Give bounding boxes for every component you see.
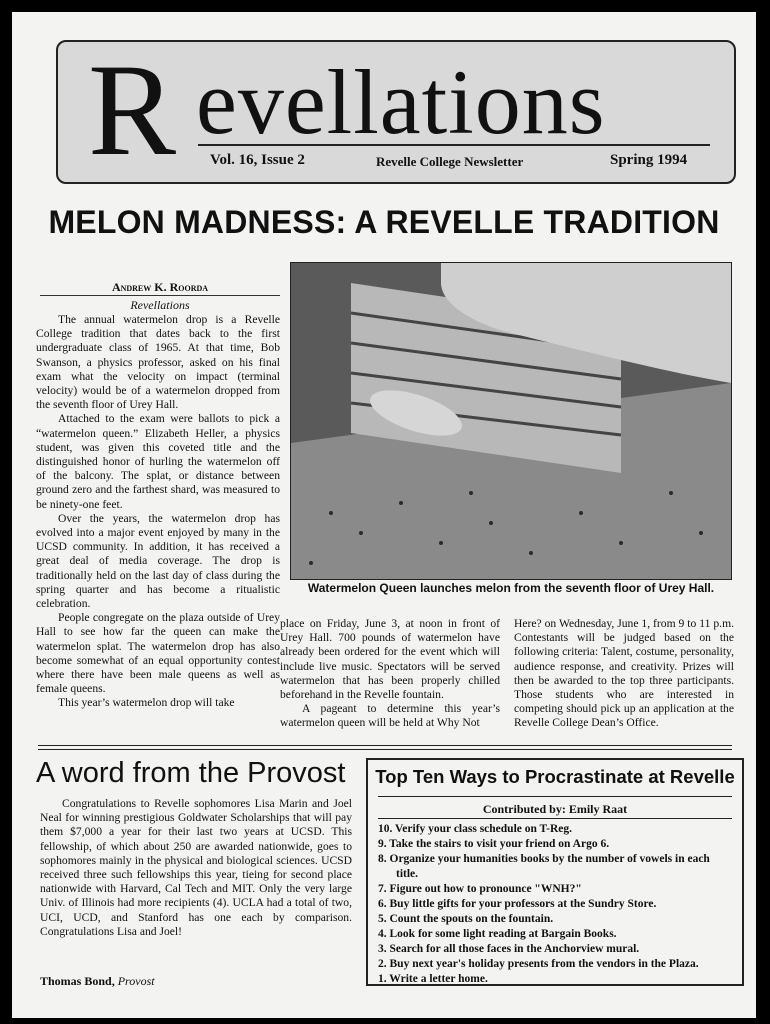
provost-heading: A word from the Provost [36, 757, 346, 789]
masthead-rule [198, 144, 710, 146]
article-paragraph: People congregate on the plaza outside of Urey Hall to see how far the queen can make the watermelon splat. The watermelon drop has also become somewhat of an equal opportunity contest where there have been male queens as well as female queens. [36, 611, 280, 696]
article-paragraph: Over the years, the watermelon drop has evolved into a major event enjoyed by many in the UCSD community. In addition, it has received a great deal of media coverage. The drop is traditionally held on the last day of class during the spring quarter and has become a ritualistic celebration. [36, 511, 280, 611]
publication-name: Revellations [130, 298, 190, 312]
watermelon-drop-photo [290, 262, 732, 580]
list-item: 9. Take the stairs to visit your friend on Argo 6. [378, 838, 610, 850]
section-divider [38, 745, 732, 746]
section-divider [38, 749, 732, 750]
list-item: 4. Look for some light reading at Bargain Books. [378, 928, 617, 940]
top-ten-box [366, 758, 744, 986]
season-label: Spring 1994 [610, 152, 688, 168]
top-ten-list [378, 822, 734, 987]
photo-illustration [291, 263, 731, 579]
signature-title: Provost [117, 974, 155, 988]
photo-caption: Watermelon Queen launches melon from the seventh floor of Urey Hall. [307, 581, 715, 595]
list-item: 6. Buy little gifts for your professors at the Sundry Store. [378, 898, 657, 910]
list-item: 5. Count the spouts on the fountain. [378, 913, 554, 925]
masthead [56, 36, 736, 184]
article-column-3 [514, 617, 734, 731]
article-paragraph: place on Friday, June 3, at noon in front of Urey Hall. 700 pounds of watermelon have already been ordered for the event which will include live music. Spectators will be served watermelon that has been properly chilled beforehand in the Revelle fountain. [280, 617, 500, 702]
newsletter-page [12, 12, 756, 1018]
provost-body: Congratulations to Revelle sophomores Lisa Marin and Joel Neal for winning prestigious Goldwater Scholarships that will pay them $7,000 a year for their last two years at UCSD. This fellowship, of which about 250 are awarded nationwide, goes to sophomores mainly in the physical and biological sciences. UCSD received three such fellowships this year, tieing for second place nationwide with Harvard, Cal Tech and MIT. Only the very large Univ. of Illinois had more recipients (4). UCLA had a total of two, UCI, UCD, and Stanford has one each by comparison. Congratulations Lisa and Joel! [40, 797, 352, 938]
article-paragraph: Attached to the exam were ballots to pick a “watermelon queen.” Elizabeth Heller, a physics student, was given this coveted title and the distinguished honor of hurling the watermelon off of the balcony. The splat, or distance between ground zero and the farthest shard, was measured to be ninety-one feet. [36, 412, 280, 511]
list-item: 10. Verify your class schedule on T-Reg. [378, 823, 573, 835]
newsletter-label: Revelle College Newsletter [376, 154, 524, 169]
volume-label: Vol. 16, Issue 2 [210, 152, 305, 168]
top-ten-rule [378, 818, 732, 819]
provost-body-column [40, 797, 352, 939]
article-column-2 [280, 617, 500, 731]
masthead-initial: R [88, 36, 177, 183]
author-byline [40, 280, 280, 295]
list-item: 1. Write a letter home. [378, 973, 488, 985]
masthead-title: evellations [196, 51, 606, 153]
provost-signature [40, 974, 155, 989]
top-ten-rule [378, 796, 732, 797]
list-item: 3. Search for all those faces in the Anchorview mural. [378, 943, 640, 955]
article-paragraph: Here? on Wednesday, June 1, from 9 to 11 p.m. Contestants will be judged based on the following criteria: Talent, costume, personality, audience response, and creativity. Prizes will then be awarded to the top three participants. Those students who are interested in competing should pick up an application at the Revelle College Dean’s Office. [514, 617, 734, 730]
list-item: 2. Buy next year's holiday presents from the vendors in the Plaza. [378, 958, 699, 970]
top-ten-heading: Top Ten Ways to Procrastinate at Revelle [375, 766, 735, 787]
headline: MELON MADNESS: A REVELLE TRADITION [48, 204, 720, 240]
byline-rule [40, 295, 280, 296]
article-paragraph: A pageant to determine this year’s watermelon queen will be held at Why Not [280, 702, 500, 730]
article-paragraph: The annual watermelon drop is a Revelle College tradition that dates back to the first undergraduate class of 1965. At that time, Bob Swanson, a physics professor, asked on his final exam what the velocity on impact (terminal velocity) would be of a watermelon dropped from the seventh floor of Urey Hall. [36, 313, 280, 412]
article-paragraph: This year’s watermelon drop will take [58, 696, 235, 710]
top-ten-contributor: Contributed by: Emily Raat [482, 802, 628, 816]
author-name: Andrew K. Roorda [111, 280, 209, 294]
list-item: 7. Figure out how to pronounce "WNH?" [378, 883, 582, 895]
signature-name: Thomas Bond, [40, 974, 115, 988]
list-item: 8. Organize your humanities books by the number of vowels in each title. [378, 853, 710, 880]
article-column-1 [36, 313, 280, 711]
